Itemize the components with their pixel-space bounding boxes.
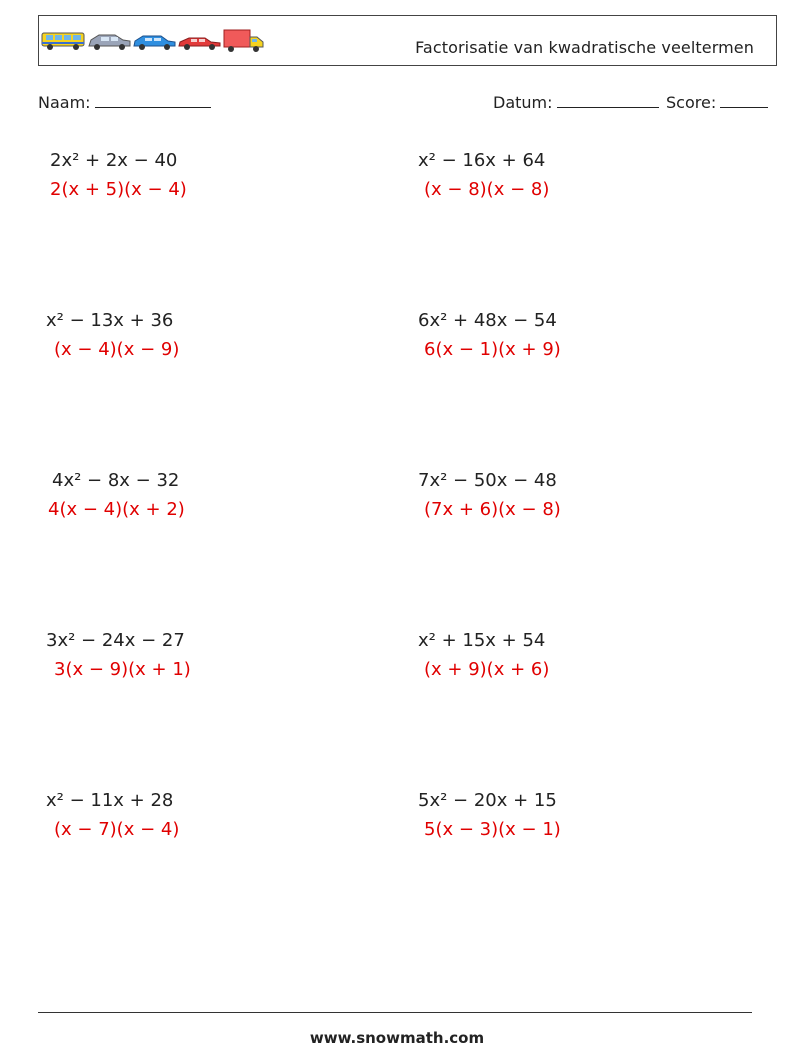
worksheet-title: Factorisatie van kwadratische veeltermen bbox=[415, 38, 754, 57]
problem-question: 2x² + 2x − 40 bbox=[50, 150, 178, 171]
problem-answer: (x − 4)(x − 9) bbox=[54, 339, 180, 360]
car-icon bbox=[89, 35, 130, 50]
problem-question: 5x² − 20x + 15 bbox=[418, 790, 557, 811]
problem-9 bbox=[46, 790, 179, 840]
problem-3 bbox=[46, 310, 179, 360]
score-label: Score: bbox=[666, 93, 717, 112]
problem-answer: (x + 9)(x + 6) bbox=[424, 659, 550, 680]
problem-4 bbox=[418, 310, 561, 360]
car-icon bbox=[134, 36, 175, 50]
date-field bbox=[493, 92, 659, 112]
problem-question: x² + 15x + 54 bbox=[418, 630, 546, 651]
score-blank[interactable] bbox=[720, 92, 768, 108]
vehicle-icons bbox=[41, 29, 267, 55]
footer-site: www.snowmath.com bbox=[309, 1029, 485, 1047]
problem-7 bbox=[46, 630, 191, 680]
problem-question: 3x² − 24x − 27 bbox=[46, 630, 185, 651]
problem-answer: 4(x − 4)(x + 2) bbox=[48, 499, 185, 520]
problem-answer: (x − 7)(x − 4) bbox=[54, 819, 180, 840]
car-icon bbox=[179, 38, 220, 50]
problem-5 bbox=[48, 470, 185, 520]
footer-divider bbox=[38, 1012, 752, 1013]
problem-answer: 2(x + 5)(x − 4) bbox=[50, 179, 187, 200]
name-label: Naam: bbox=[38, 93, 91, 112]
problem-answer: 3(x − 9)(x + 1) bbox=[54, 659, 191, 680]
problem-answer: (7x + 6)(x − 8) bbox=[424, 499, 561, 520]
problem-answer: (x − 8)(x − 8) bbox=[424, 179, 550, 200]
problem-question: x² − 11x + 28 bbox=[46, 790, 174, 811]
problem-10 bbox=[418, 790, 561, 840]
problem-question: 4x² − 8x − 32 bbox=[52, 470, 180, 491]
problem-question: 7x² − 50x − 48 bbox=[418, 470, 557, 491]
van-icon bbox=[42, 33, 84, 50]
problem-8 bbox=[418, 630, 549, 680]
problem-2 bbox=[418, 150, 549, 200]
name-blank[interactable] bbox=[95, 92, 211, 108]
truck-icon bbox=[224, 30, 263, 52]
problem-question: x² − 16x + 64 bbox=[418, 150, 546, 171]
header-box bbox=[38, 15, 777, 66]
name-field bbox=[38, 92, 211, 112]
problem-1 bbox=[50, 150, 187, 200]
score-field bbox=[666, 92, 768, 112]
problem-question: 6x² + 48x − 54 bbox=[418, 310, 557, 331]
date-blank[interactable] bbox=[557, 92, 659, 108]
problem-6 bbox=[418, 470, 561, 520]
date-label: Datum: bbox=[493, 93, 553, 112]
problem-answer: 6(x − 1)(x + 9) bbox=[424, 339, 561, 360]
problem-question: x² − 13x + 36 bbox=[46, 310, 174, 331]
problem-answer: 5(x − 3)(x − 1) bbox=[424, 819, 561, 840]
